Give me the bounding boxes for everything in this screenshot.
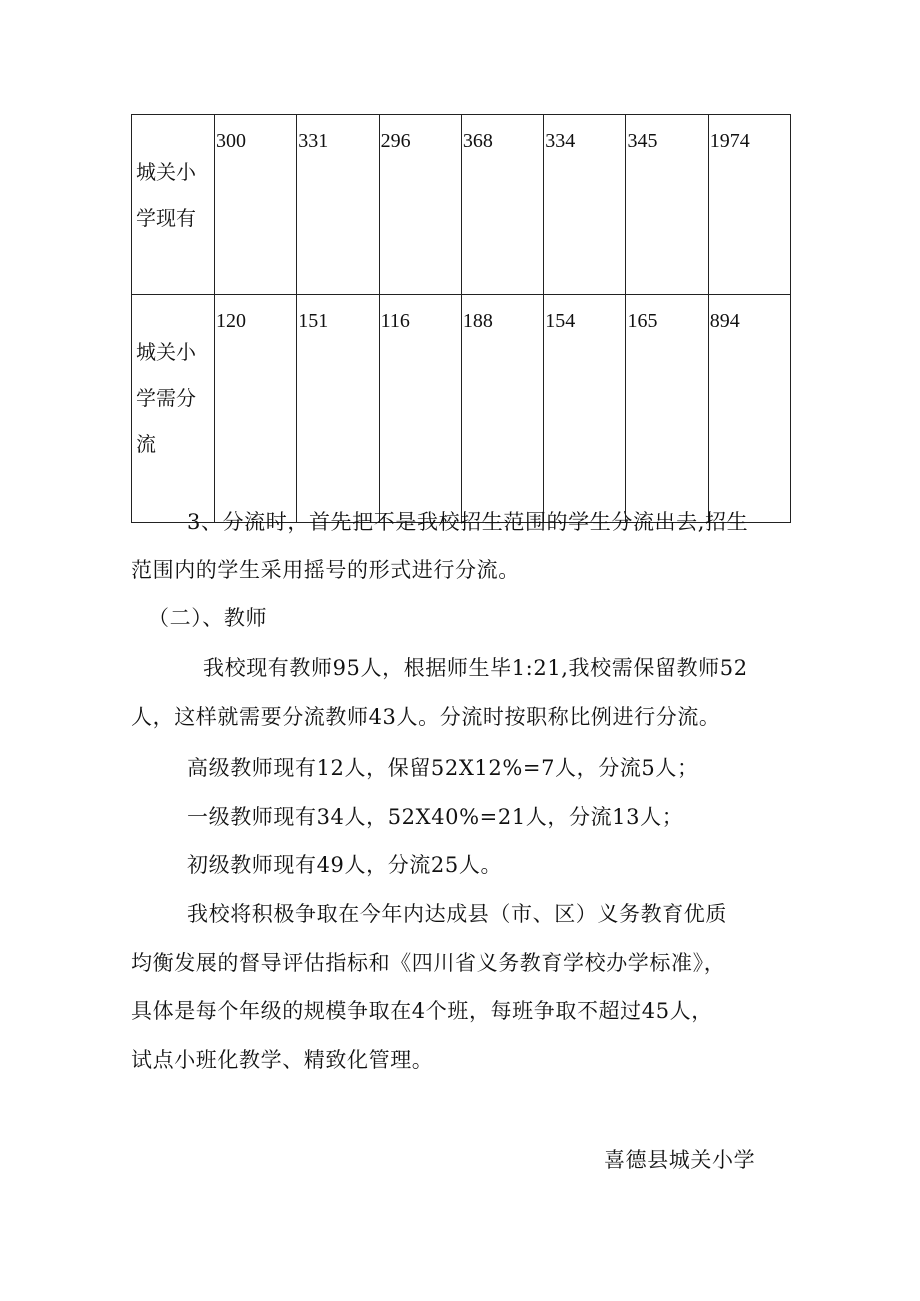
table-cell: 165 [626, 295, 708, 523]
paragraph-senior-teachers: 高级教师现有12人，保留52X12%=7人，分流5人； [187, 756, 699, 780]
table-cell-total: 894 [708, 295, 790, 523]
paragraph-goal-line-1: 我校将积极争取在今年内达成县（市、区）义务教育优质 [187, 902, 727, 926]
row-label-line: 城关小 [136, 160, 196, 184]
row-label-line: 城关小 [136, 340, 196, 364]
table-cell: 345 [626, 115, 708, 295]
table-cell: 188 [461, 295, 543, 523]
row-label-line: 学需分 [136, 386, 196, 410]
row-label-line: 学现有 [136, 206, 196, 230]
row-label-existing [132, 115, 215, 295]
paragraph-first-level-teachers: 一级教师现有34人，52X40%=21人，分流13人； [187, 805, 684, 829]
section-heading-teachers: （二）、教师 [148, 606, 268, 630]
table-cell: 368 [461, 115, 543, 295]
table-cell: 154 [544, 295, 626, 523]
row-label-line: 流 [136, 432, 156, 456]
table-cell: 151 [297, 295, 379, 523]
table-cell: 300 [215, 115, 297, 295]
student-count-table [131, 114, 791, 523]
signature-school-name: 喜德县城关小学 [604, 1148, 756, 1172]
table-cell: 331 [297, 115, 379, 295]
row-label-diversion [132, 295, 215, 523]
paragraph-teacher-count-line-2: 人，这样就需要分流教师43人。分流时按职称比例进行分流。 [131, 705, 721, 729]
paragraph-diversion-rule-line-2: 范围内的学生采用摇号的形式进行分流。 [131, 558, 520, 582]
table-cell: 334 [544, 115, 626, 295]
paragraph-goal-line-2: 均衡发展的督导评估指标和《四川省义务教育学校办学标准》， [131, 951, 726, 975]
paragraph-goal-line-3: 具体是每个年级的规模争取在4个班，每班争取不超过45人， [131, 999, 713, 1023]
table-cell-total: 1974 [708, 115, 790, 295]
paragraph-goal-line-4: 试点小班化教学、精致化管理。 [131, 1048, 434, 1072]
paragraph-teacher-count-line-1: 我校现有教师95人，根据师生毕1:21,我校需保留教师52 [203, 656, 748, 680]
table-row-diversion [132, 295, 791, 523]
table-cell: 296 [379, 115, 461, 295]
table-row-existing [132, 115, 791, 295]
paragraph-diversion-rule-line-1: 3、分流时，首先把不是我校招生范围的学生分流出去,招生 [187, 510, 749, 534]
table-cell: 116 [379, 295, 461, 523]
table-cell: 120 [215, 295, 297, 523]
paragraph-junior-teachers: 初级教师现有49人，分流25人。 [187, 853, 503, 877]
